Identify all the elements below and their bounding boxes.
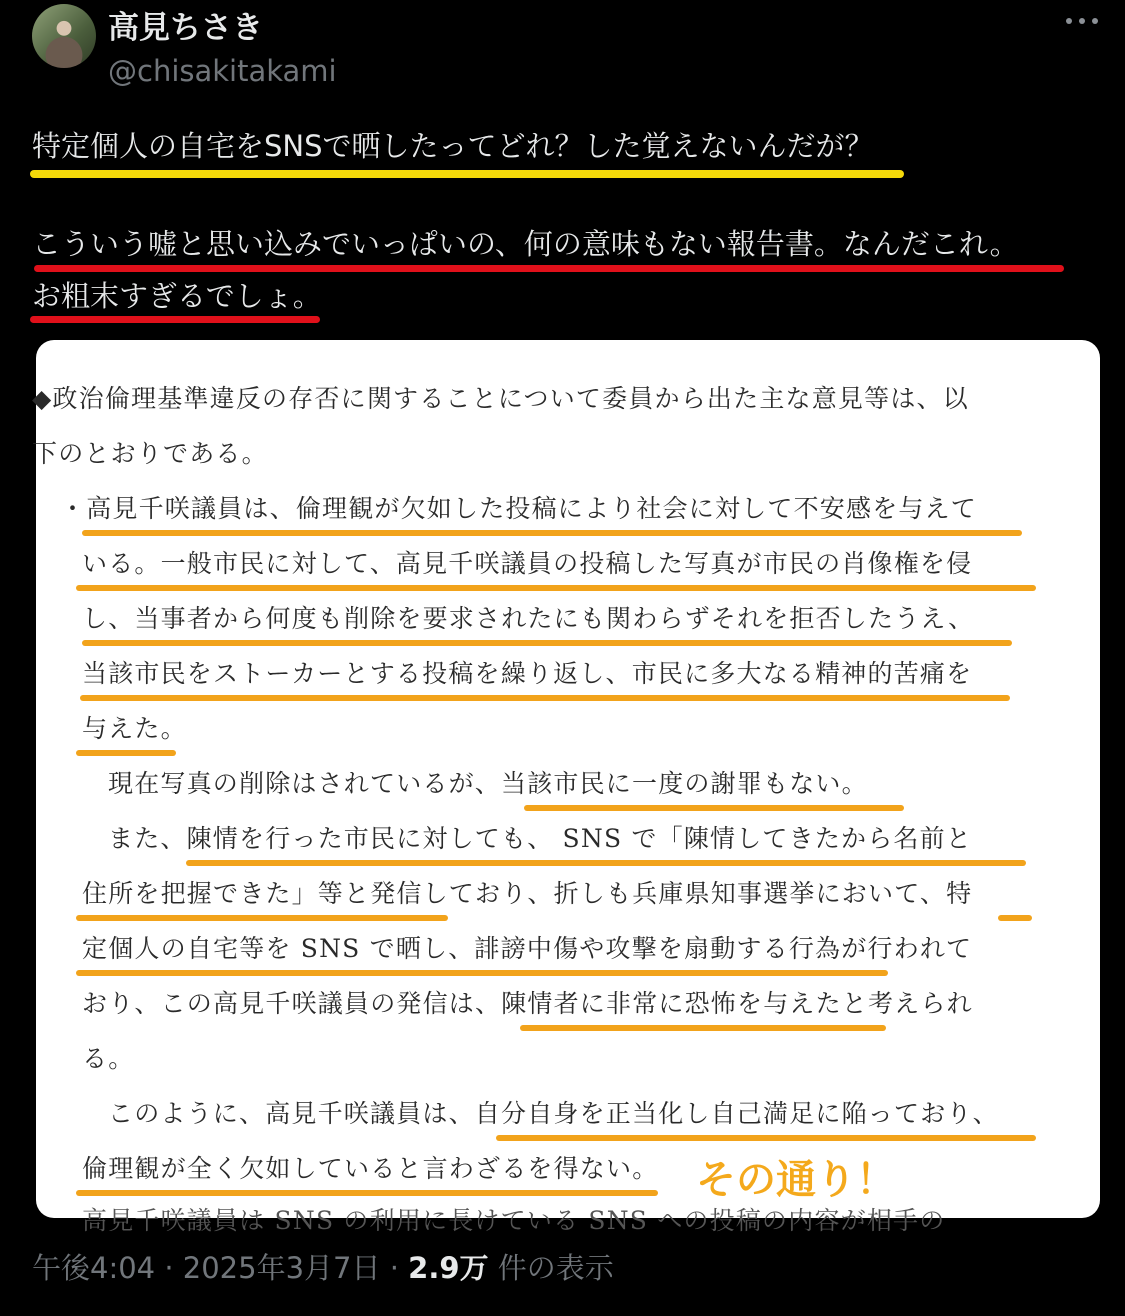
orange-underline <box>524 805 904 811</box>
doc-line: 倫理観が全く欠如していると言わざるを得ない。 <box>82 1154 659 1183</box>
doc-line: 下のとおりである。 <box>32 439 268 468</box>
attached-document-image[interactable] <box>32 340 1100 1235</box>
doc-line: 定個人の自宅等を SNS で晒し、誹謗中傷や攻撃を扇動する行為が行われて <box>82 934 973 963</box>
author-handle[interactable]: @chisakitakami <box>108 54 337 88</box>
doc-line: 与えた。 <box>82 714 187 743</box>
doc-line: 住所を把握できた」等と発信しており、折しも兵庫県知事選挙において、特 <box>82 879 973 908</box>
doc-line: る。 <box>82 1044 135 1073</box>
doc-line: ◆政治倫理基準違反の存否に関することについて委員から出た主な意見等は、以 <box>32 384 969 413</box>
red-underline <box>30 316 320 323</box>
post-date[interactable]: 2025年3月7日 <box>182 1251 381 1285</box>
doc-line: このように、高見千咲議員は、自分自身を正当化し自己満足に陥っており、 <box>108 1099 999 1128</box>
views-count[interactable]: 2.9万 <box>408 1251 489 1285</box>
doc-line: 現在写真の削除はされているが、当該市民に一度の謝罪もない。 <box>108 769 868 798</box>
orange-underline <box>82 530 1022 536</box>
tweet-text-line-3: お粗末すぎるでしょ。 <box>32 279 322 313</box>
yellow-underline <box>30 170 904 178</box>
tweet-text-line-2: こういう嘘と思い込みでいっぱいの、何の意味もない報告書。なんだこれ。 <box>32 227 1019 261</box>
doc-line: おり、この高見千咲議員の発信は、陳情者に非常に恐怖を与えたと考えられ <box>82 989 973 1018</box>
orange-underline <box>82 640 1012 646</box>
separator: · <box>380 1251 409 1285</box>
views-label: 件の表示 <box>488 1251 614 1285</box>
avatar[interactable] <box>32 4 96 68</box>
doc-line: また、陳情を行った市民に対しても、 SNS で「陳情してきたから名前と <box>108 824 973 853</box>
orange-underline <box>76 1190 658 1196</box>
orange-underline <box>76 970 888 976</box>
author-display-name[interactable]: 高見ちさき <box>108 10 263 46</box>
orange-underline <box>76 750 176 756</box>
doc-line-cutoff: 高見千咲議員は SNS の利用に長けている SNS への投稿の内容が相手の <box>82 1206 946 1235</box>
more-options-icon[interactable] <box>1062 8 1102 32</box>
separator: · <box>155 1251 183 1285</box>
orange-underline <box>80 695 1010 701</box>
tweet-meta <box>32 1246 614 1287</box>
orange-underline <box>186 860 1026 866</box>
doc-line: いる。一般市民に対して、高見千咲議員の投稿した写真が市民の肖像権を侵 <box>82 549 973 578</box>
doc-line: ・高見千咲議員は、倫理観が欠如した投稿により社会に対して不安感を与えて <box>60 494 978 523</box>
handwritten-annotation: その通り！ <box>696 1157 896 1203</box>
orange-underline <box>76 915 448 921</box>
doc-line: し、当事者から何度も削除を要求されたにも関わらずそれを拒否したうえ、 <box>82 604 975 633</box>
orange-underline <box>496 1135 1036 1141</box>
orange-underline <box>520 1025 886 1031</box>
orange-underline <box>76 585 1036 591</box>
red-underline <box>34 265 1064 272</box>
doc-line: 当該市民をストーカーとする投稿を繰り返し、市民に多大なる精神的苦痛を <box>82 659 973 688</box>
tweet-text-line-1: 特定個人の自宅をSNSで晒したってどれ？した覚えないんだが？ <box>32 129 874 163</box>
post-time[interactable]: 午後4:04 <box>32 1251 156 1285</box>
orange-underline <box>998 915 1032 921</box>
